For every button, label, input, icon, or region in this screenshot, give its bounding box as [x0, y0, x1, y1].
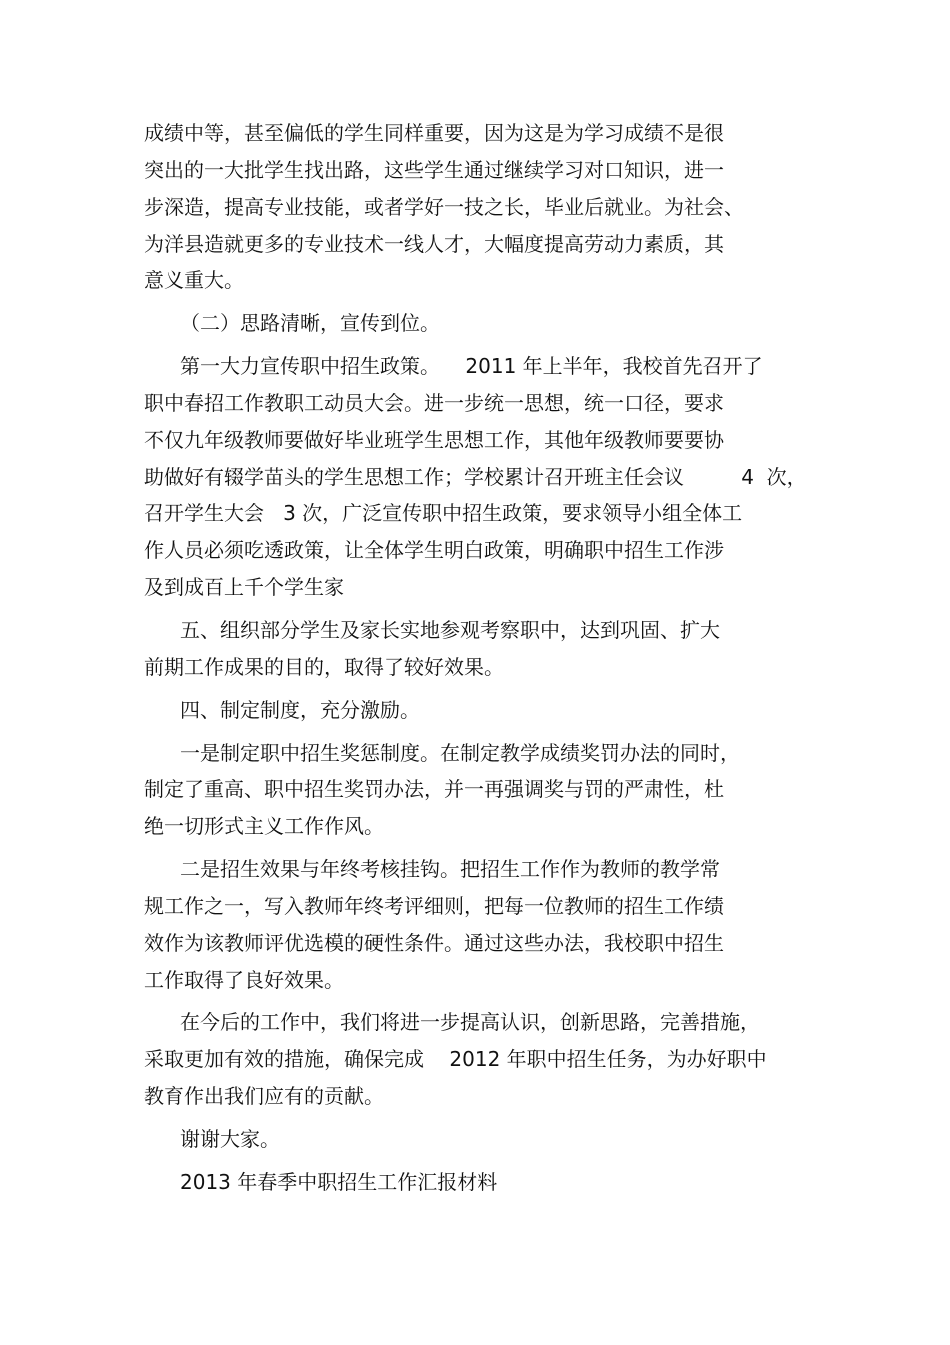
paragraph-line: 采取更加有效的措施，确保完成 2012 年职中招生任务，为办好职中	[144, 1047, 767, 1071]
paragraph-line: 不仅九年级教师要做好毕业班学生思想工作，其他年级教师要要协	[144, 428, 724, 452]
closing-line: 谢谢大家。	[180, 1127, 280, 1151]
paragraph-line: 为洋县造就更多的专业技术一线人才，大幅度提高劳动力素质，其	[144, 232, 724, 256]
paragraph-line: 意义重大。	[144, 268, 244, 292]
paragraph-line: 教育作出我们应有的贡献。	[144, 1084, 384, 1108]
paragraph-line: 步深造，提高专业技能，或者学好一技之长，毕业后就业。为社会、	[144, 195, 744, 219]
paragraph-line: 召开学生大会 3 次，广泛宣传职中招生政策，要求领导小组全体工	[144, 501, 743, 525]
paragraph-line: 规工作之一，写入教师年终考评细则，把每一位教师的招生工作绩	[144, 894, 724, 918]
paragraph-line: 效作为该教师评优选模的硬性条件。通过这些办法，我校职中招生	[144, 931, 724, 955]
paragraph-line: 前期工作成果的目的，取得了较好效果。	[144, 655, 504, 679]
paragraph-line: 第一大力宣传职中招生政策。 2011 年上半年，我校首先召开了	[180, 354, 763, 378]
section-heading: 四、制定制度，充分激励。	[180, 698, 420, 722]
paragraph-line: 突出的一大批学生找出路，这些学生通过继续学习对口知识，进一	[144, 158, 724, 182]
paragraph-line: 在今后的工作中，我们将进一步提高认识，创新思路，完善措施，	[180, 1010, 760, 1034]
paragraph-line: 职中春招工作教职工动员大会。进一步统一思想，统一口径，要求	[144, 391, 724, 415]
paragraph-line: 及到成百上千个学生家	[144, 575, 344, 599]
paragraph-line: 绝一切形式主义工作作风。	[144, 814, 384, 838]
document-title: 2013 年春季中职招生工作汇报材料	[180, 1170, 498, 1194]
paragraph-line: 一是制定职中招生奖惩制度。在制定教学成绩奖罚办法的同时，	[180, 741, 740, 765]
paragraph-line: 制定了重高、职中招生奖罚办法，并一再强调奖与罚的严肃性，杜	[144, 777, 724, 801]
paragraph-line: 五、组织部分学生及家长实地参观考察职中，达到巩固、扩大	[180, 618, 720, 642]
paragraph-line: 助做好有辍学苗头的学生思想工作；学校累计召开班主任会议 4 次，	[144, 465, 807, 489]
paragraph-line: 作人员必须吃透政策，让全体学生明白政策，明确职中招生工作涉	[144, 538, 724, 562]
section-heading: （二）思路清晰，宣传到位。	[180, 311, 440, 335]
paragraph-line: 工作取得了良好效果。	[144, 968, 344, 992]
paragraph-line: 二是招生效果与年终考核挂钩。把招生工作作为教师的教学常	[180, 857, 720, 881]
paragraph-line: 成绩中等，甚至偏低的学生同样重要，因为这是为学习成绩不是很	[144, 121, 724, 145]
